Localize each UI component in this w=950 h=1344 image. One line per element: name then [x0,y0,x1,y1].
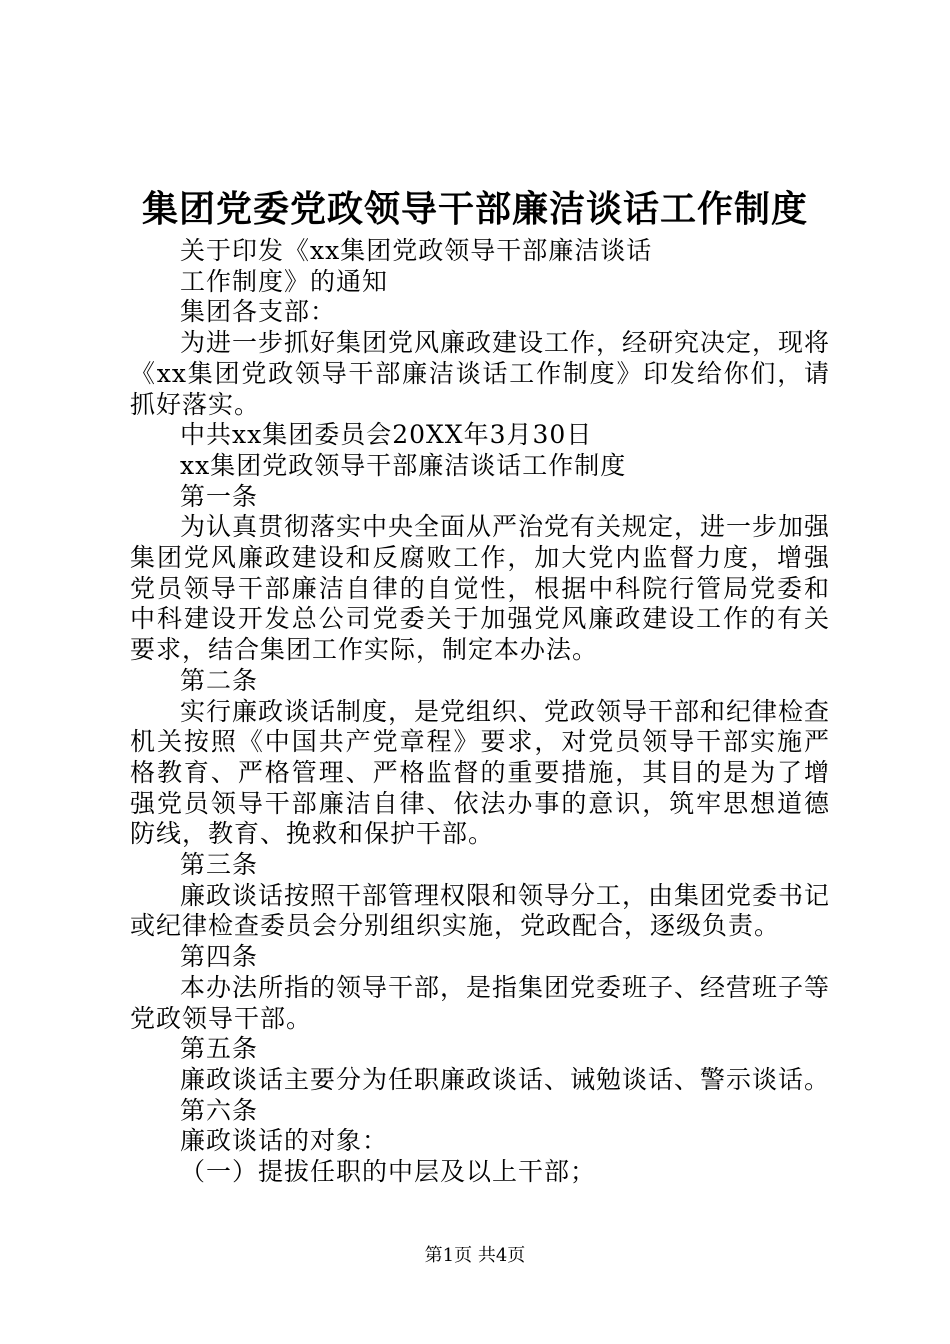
article-6-heading: 第六条 [180,1095,259,1125]
article-1-heading: 第一条 [180,481,259,511]
article-4-heading: 第四条 [180,942,259,972]
article-5-text: 廉政谈话主要分为任职廉政谈话、诫勉谈话、警示谈话。 [180,1064,831,1094]
article-3-heading: 第三条 [180,850,259,880]
notice-paragraph: 为进一步抓好集团党风廉政建设工作，经研究决定，现将《xx集团党政领导干部廉洁谈话工作制度》印发给你们，请抓好落实。 [130,328,831,419]
notice-title-line-2: 工作制度》的通知 [180,266,389,296]
article-1-text: 为认真贯彻落实中央全面从严治党有关规定，进一步加强集团党风廉政建设和反腐败工作，加大党内监督力度，增强党员领导干部廉洁自律的自觉性，根据中科院行管局党委和中科建设开发总公司党委关于加强党风廉政建设工作的有关要求，结合集团工作实际，制定本办法。 [130,512,831,665]
document-body [130,236,830,1188]
salutation: 集团各支部： [180,297,337,327]
article-6-item-1: （一）提拔任职的中层及以上干部； [180,1157,597,1187]
article-2-text: 实行廉政谈话制度，是党组织、党政领导干部和纪律检查机关按照《中国共产党章程》要求，对党员领导干部实施严格教育、严格管理、严格监督的重要措施，其目的是为了增强党员领导干部廉洁自律、依法办事的意识，筑牢思想道德防线，教育、挽救和保护干部。 [130,696,831,849]
article-4-text: 本办法所指的领导干部，是指集团党委班子、经营班子等党政领导干部。 [130,972,831,1033]
article-2-heading: 第二条 [180,665,259,695]
notice-title-line-1: 关于印发《xx集团党政领导干部廉洁谈话 [180,236,653,265]
signature-date: 中共xx集团委员会20XX年3月30日 [180,420,593,450]
page-footer: 第1页 共4页 [424,1245,526,1266]
article-3-text: 廉政谈话按照干部管理权限和领导分工，由集团党委书记或纪律检查委员会分别组织实施，党政配合，逐级负责。 [130,880,831,941]
document-title: 集团党委党政领导干部廉洁谈话工作制度 [141,188,808,230]
article-5-heading: 第五条 [180,1034,259,1064]
regulation-heading: xx集团党政领导干部廉洁谈话工作制度 [180,450,627,480]
article-6-text: 廉政谈话的对象： [180,1126,389,1156]
